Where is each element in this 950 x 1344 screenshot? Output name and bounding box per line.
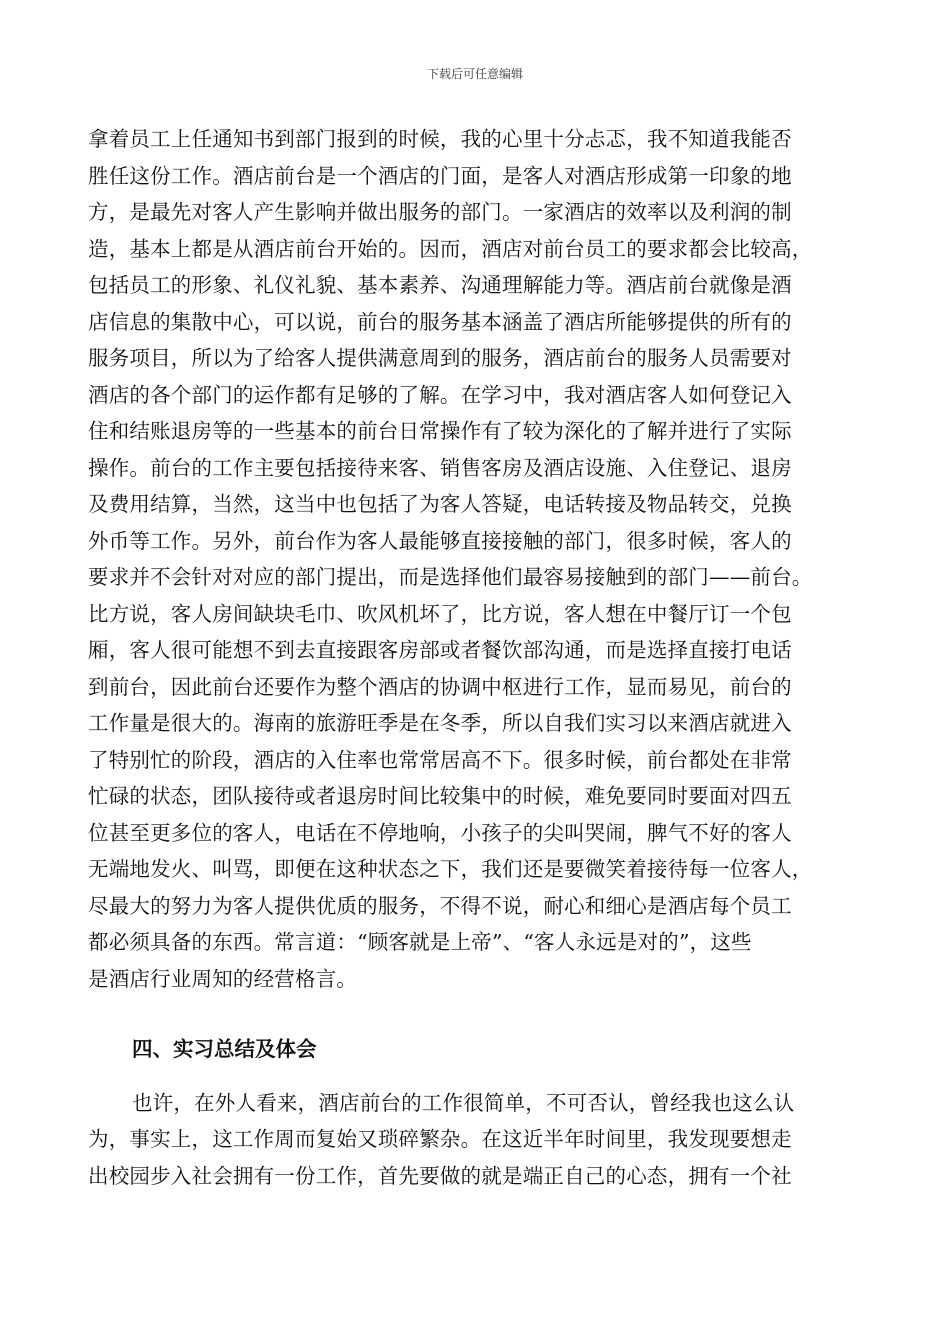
paragraph-1 xyxy=(88,121,858,997)
paragraph-line: 服务项目，所以为了给客人提供满意周到的服务，酒店前台的服务人员需要对 xyxy=(88,346,792,370)
paragraph-line: 住和结账退房等的一些基本的前台日常操作有了较为深化的了解并进行了实际 xyxy=(88,419,792,443)
paragraph-line: 酒店的各个部门的运作都有足够的了解。在学习中，我对酒店客人如何登记入 xyxy=(88,382,792,407)
paragraph-line: 店信息的集散中心，可以说，前台的服务基本涵盖了酒店所能够提供的所有的 xyxy=(88,309,792,334)
paragraph-line: 操作。前台的工作主要包括接待来客、销售客房及酒店设施、入住登记、退房 xyxy=(88,455,792,480)
paragraph-line: 了特别忙的阶段，酒店的入住率也常常居高不下。很多时候，前台都处在非常 xyxy=(88,747,792,772)
document-body xyxy=(88,121,858,1194)
paragraph-line: 出校园步入社会拥有一份工作，首先要做的就是端正自己的心态，拥有一个社 xyxy=(88,1163,792,1188)
paragraph-line: 都必须具备的东西。常言道：“顾客就是上帝”、“客人永远是对的”，这些 xyxy=(88,930,752,954)
paragraph-line: 是酒店行业周知的经营格言。 xyxy=(88,966,358,991)
paragraph-line: 要求并不会针对对应的部门提出，而是选择他们最容易接触到的部门——前台。 xyxy=(88,565,813,589)
paragraph-2 xyxy=(88,1085,858,1195)
paragraph-line: 忙碌的状态，团队接待或者退房时间比较集中的时候，难免要同时要面对四五 xyxy=(88,784,792,808)
paragraph-line: 及费用结算，当然，这当中也包括了为客人答疑，电话转接及物品转交，兑换 xyxy=(88,492,792,516)
paragraph-line: 外币等工作。另外，前台作为客人最能够直接接触的部门，很多时候，客人的 xyxy=(88,528,792,553)
paragraph-line: 无端地发火、叫骂，即便在这种状态之下，我们还是要微笑着接待每一位客人， xyxy=(88,857,813,881)
paragraph-line: 为，事实上，这工作周而复始又琐碎繁杂。在这近半年时间里，我发现要想走 xyxy=(88,1127,792,1151)
paragraph-line: 工作量是很大的。海南的旅游旺季是在冬季，所以自我们实习以来酒店就进入 xyxy=(88,711,792,735)
page-header-note: 下载后可任意编辑 xyxy=(426,67,523,81)
paragraph-line: 比方说，客人房间缺块毛巾、吹风机坏了，比方说，客人想在中餐厅订一个包 xyxy=(88,601,792,626)
paragraph-line: 包括员工的形象、礼仪礼貌、基本素养、沟通理解能力等。酒店前台就像是酒 xyxy=(88,273,792,297)
paragraph-line: 造，基本上都是从酒店前台开始的。因而，酒店对前台员工的要求都会比较高， xyxy=(88,236,813,261)
paragraph-line: 尽最大的努力为客人提供优质的服务，不得不说，耐心和细心是酒店每个员工 xyxy=(88,893,792,918)
paragraph-line: 拿着员工上任通知书到部门报到的时候，我的心里十分忐忑，我不知道我能否 xyxy=(88,127,792,151)
paragraph-line: 到前台，因此前台还要作为整个酒店的协调中枢进行工作，显而易见，前台的 xyxy=(88,674,792,699)
section-heading: 四、实习总结及体会 xyxy=(132,1037,317,1061)
paragraph-line: 也许，在外人看来，酒店前台的工作很简单，不可否认，曾经我也这么认 xyxy=(132,1090,795,1115)
paragraph-line: 胜任这份工作。酒店前台是一个酒店的门面，是客人对酒店形成第一印象的地 xyxy=(88,163,792,188)
paragraph-line: 位甚至更多位的客人，电话在不停地响，小孩子的尖叫哭闹，脾气不好的客人 xyxy=(88,820,792,845)
paragraph-line: 厢，客人很可能想不到去直接跟客房部或者餐饮部沟通，而是选择直接打电话 xyxy=(88,638,792,662)
paragraph-line: 方，是最先对客人产生影响并做出服务的部门。一家酒店的效率以及利润的制 xyxy=(88,200,792,224)
